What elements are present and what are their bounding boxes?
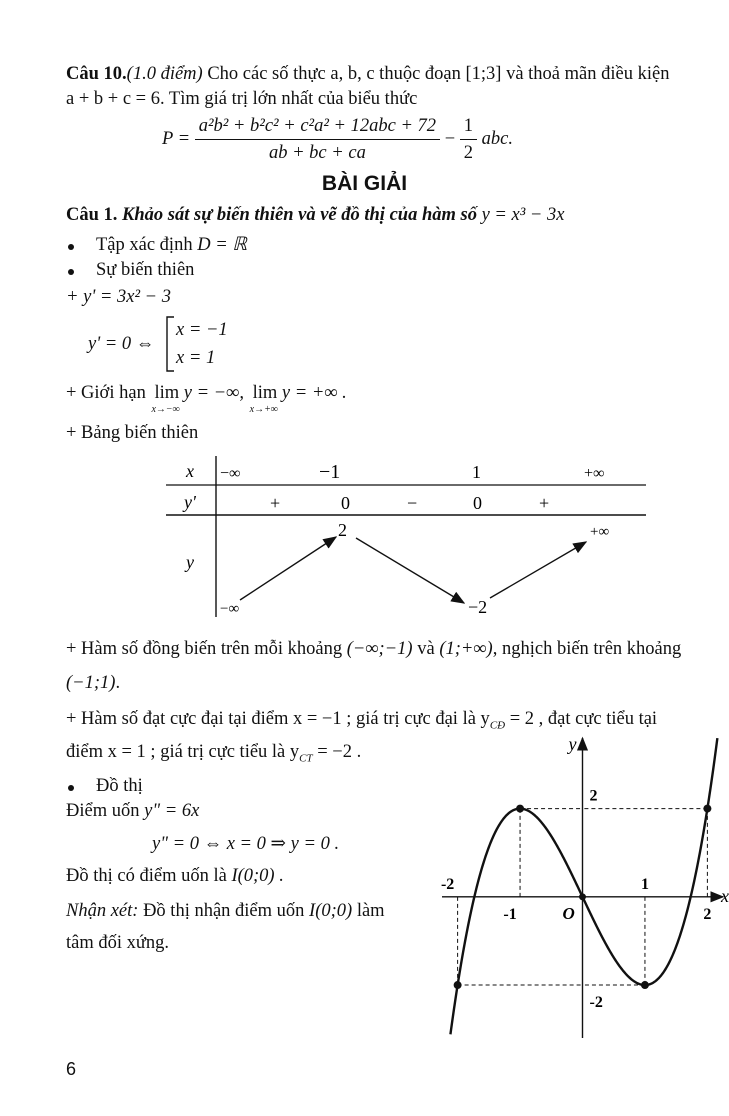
mono-and: và (417, 639, 435, 659)
second-deriv-zero: y" = 0 ⇔ x = 0 ⇒ y = 0 . (152, 834, 340, 854)
lim-2-sub: x→+∞ (249, 404, 278, 415)
formula-minus: − (444, 128, 456, 149)
lim-1-tail: y = −∞, (183, 383, 244, 403)
key-point (703, 805, 711, 813)
table-sign: 0 (473, 493, 482, 513)
table-x-val: +∞ (584, 465, 605, 482)
bullet (68, 244, 74, 250)
x-tick-label: -1 (503, 905, 517, 923)
inflection-point: I(0;0) . (231, 866, 284, 886)
extrema-ct-val: = −2 . (317, 742, 362, 762)
variation-table (166, 452, 646, 620)
mono-end: . (115, 673, 121, 693)
arrow-up-2 (490, 542, 586, 598)
formula-main-fraction (195, 114, 440, 165)
extrema-cd-val: = 2 , đạt cực tiểu tại (509, 709, 658, 729)
function-graph (436, 730, 729, 1042)
key-point (516, 805, 524, 813)
mono-text: + Hàm số đồng biến trên mỗi khoảng (66, 639, 343, 659)
x-axis-label: x (721, 885, 729, 906)
c1-variation: Sự biến thiên (96, 260, 195, 280)
table-sign: + (270, 493, 281, 513)
solution-title: BÀI GIẢI (321, 172, 408, 195)
half-numerator: 1 (460, 114, 477, 140)
table-sign: 0 (341, 493, 350, 513)
extrema-line-2 (66, 740, 361, 771)
x-tick-label: 2 (703, 905, 712, 923)
extrema-text-2: điểm x = 1 ; giá trị cực tiểu là y (66, 742, 300, 762)
bullet (68, 269, 74, 275)
lim-1-sub: x→−∞ (151, 404, 180, 415)
remark-point: I(0;0) (309, 901, 353, 921)
mono-interval-1: (−∞;−1) (346, 639, 413, 659)
formula-denominator: ab + bc + ca (268, 143, 366, 163)
arrow-down (356, 538, 464, 603)
extrema-text-1: + Hàm số đạt cực đại tại điểm x = −1 ; giá trị cực đại là y (66, 709, 490, 729)
table-sign: + (539, 493, 550, 513)
q10-line2: a + b + c = 6. Tìm giá trị lớn nhất của biểu thức (66, 89, 418, 109)
q10-points: (1.0 điểm) (126, 64, 203, 84)
half-denominator: 2 (463, 143, 473, 163)
table-y-val: −∞ (220, 601, 240, 617)
q10-text1: Cho các số thực a, b, c thuộc đoạn [1;3] và thoả mãn điều kiện (207, 64, 670, 84)
y-tick-label: -2 (589, 994, 603, 1012)
inflection-label: Điểm uốn (66, 801, 140, 821)
table-y-val: 2 (338, 520, 347, 540)
remark-tail: làm (356, 901, 385, 921)
graph-heading: Đồ thị (96, 776, 143, 796)
x-tick-label: 1 (640, 875, 649, 893)
c1-deriv-zero: y' = 0 ⇔ (88, 334, 155, 354)
key-point (641, 981, 649, 989)
c1-label: Câu 1. (66, 205, 118, 225)
c1-limits (66, 381, 347, 415)
q10-label: Câu 10. (66, 64, 127, 84)
mono-interval-3: (−1;1) (66, 673, 116, 693)
inflection-point-dot (579, 893, 586, 900)
formula-lhs: P = (162, 128, 191, 149)
formula-numerator: a²b² + b²c² + c²a² + 12abc + 72 (195, 114, 440, 140)
lim-2-tail: y = +∞ . (281, 383, 347, 403)
lim-word: lim (154, 383, 180, 403)
mono-line-1 (66, 637, 681, 661)
arrow-up-1 (240, 537, 336, 600)
lim-1 (151, 381, 180, 415)
extrema-ct-sub: CT (299, 752, 313, 765)
table-x-val: −∞ (220, 465, 241, 482)
root-1: x = −1 (176, 320, 228, 340)
table-x-val: −1 (319, 461, 341, 483)
second-derivative: y" = 6x (144, 801, 200, 821)
table-y-label: y (186, 552, 194, 572)
c1-derivative: + y' = 3x² − 3 (66, 287, 172, 307)
remark-label: Nhận xét: (66, 901, 139, 921)
inflection-point-text: Đồ thị có điểm uốn là (66, 866, 227, 886)
domain-label: Tập xác định (96, 235, 193, 255)
y-axis-label: y (568, 734, 577, 754)
c1-function: y = x³ − 3x (481, 205, 565, 225)
c1-heading (66, 203, 564, 227)
domain-expr: D = ℝ (197, 235, 247, 255)
origin-label: O (562, 903, 575, 923)
tick-labels (441, 788, 711, 1011)
extrema-cd-sub: CĐ (489, 719, 506, 732)
page-number: 6 (66, 1059, 77, 1079)
q10-line1 (66, 62, 669, 86)
table-x-label: x (186, 461, 194, 481)
table-title: + Bảng biến thiên (66, 423, 199, 443)
table-sign: − (407, 493, 418, 513)
remark-line-1 (66, 899, 385, 923)
lim-2 (249, 381, 278, 415)
mono-text-2: , nghịch biến trên khoảng (492, 639, 682, 659)
mono-line-2 (66, 671, 120, 695)
q10-formula (162, 114, 513, 165)
remark-line-2: tâm đối xứng. (66, 933, 170, 953)
c1-domain (96, 233, 247, 257)
mono-interval-2: (1;+∞) (439, 639, 493, 659)
remark-text: Đồ thị nhận điểm uốn (143, 901, 305, 921)
inflection-line (66, 799, 199, 823)
table-y-val: −2 (468, 597, 488, 617)
table-yp-label: y' (184, 492, 196, 512)
bullet (68, 785, 74, 791)
case-bracket (164, 315, 176, 373)
table-y-val: +∞ (590, 524, 610, 540)
inflection-point-line (66, 864, 284, 888)
root-2: x = 1 (176, 348, 216, 368)
key-point (454, 981, 462, 989)
formula-tail: abc. (481, 128, 513, 149)
lim-word: lim (252, 383, 278, 403)
y-tick-label: 2 (589, 787, 598, 805)
cubic-curve (450, 738, 717, 1034)
c1-title: Khảo sát sự biến thiên và vẽ đồ thị của hàm số (122, 205, 477, 225)
x-tick-label: -2 (440, 875, 455, 893)
table-x-val: 1 (472, 462, 481, 482)
formula-half (460, 114, 477, 165)
limit-prefix: + Giới hạn (66, 383, 146, 403)
